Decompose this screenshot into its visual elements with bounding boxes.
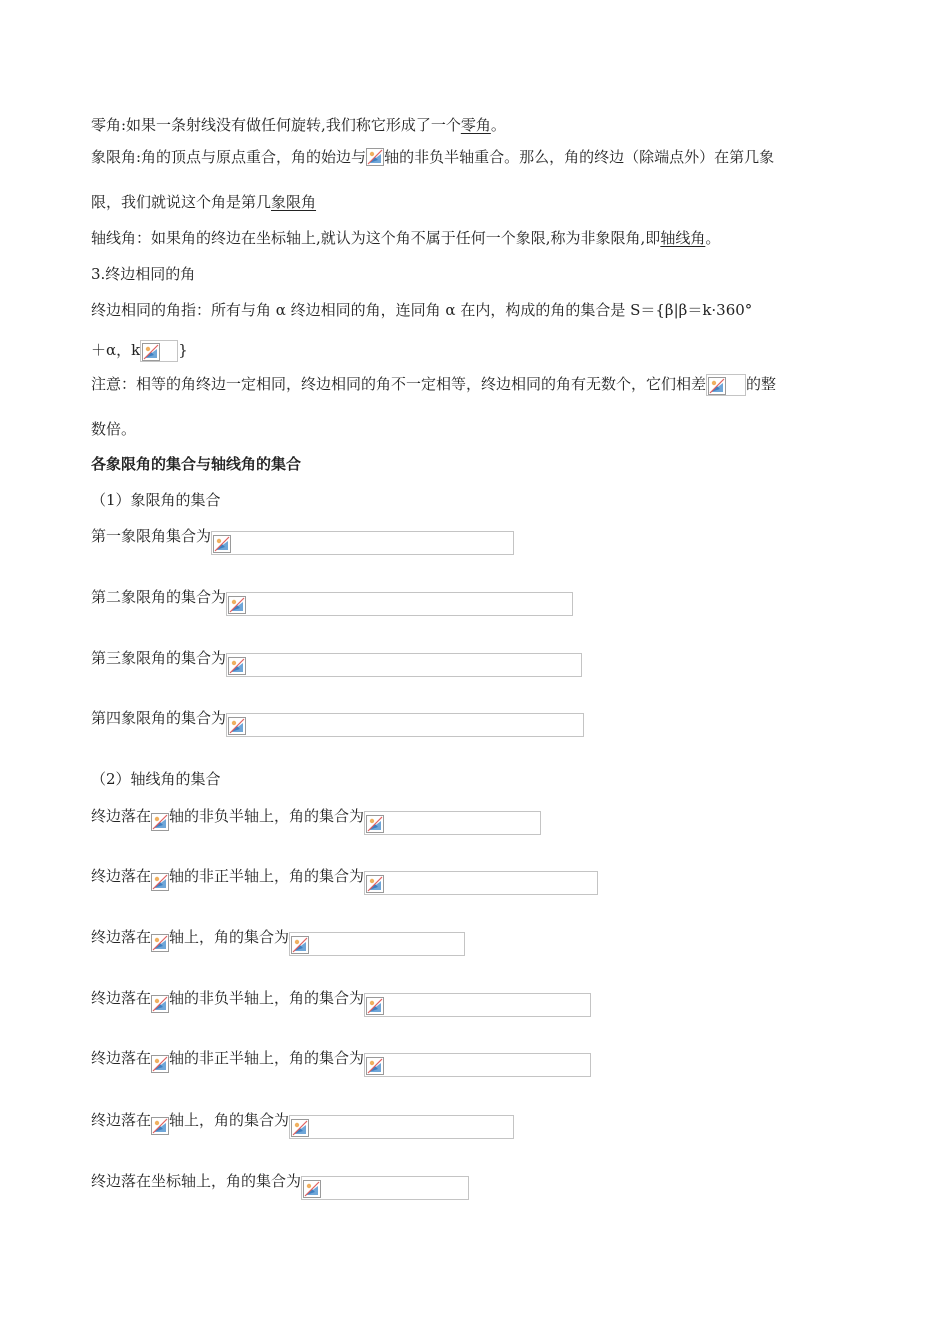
axis-angle-term: 轴线角 <box>660 229 706 247</box>
note-line-1 <box>91 374 776 396</box>
zero-angle-definition <box>91 115 506 135</box>
zero-angle-suffix: 。 <box>490 116 506 134</box>
axis-set-6 <box>91 1110 514 1139</box>
axis-set-prefix: 终边落在 <box>91 807 152 825</box>
axis-set-2 <box>91 866 598 895</box>
quadrant-2-label: 第二象限角的集合为 <box>91 588 227 606</box>
quadrant-1-label: 第一象限角集合为 <box>91 527 212 545</box>
formula-image <box>364 1053 591 1077</box>
quadrant-angle-text-2: 轴的非负半轴重合。那么，角的终边（除端点外）在第几象 <box>384 148 775 166</box>
broken-image-icon <box>151 932 169 954</box>
quadrant-sets-subheading: （1）象限角的集合 <box>91 491 221 509</box>
broken-image-icon <box>366 146 384 168</box>
axis-sets-subheading: （2）轴线角的集合 <box>91 770 221 788</box>
section-3-heading: 3.终边相同的角 <box>91 265 196 283</box>
quadrant-angle-term: 象限角 <box>271 193 317 211</box>
quadrant-angle-line2 <box>91 192 316 212</box>
quadrant-4-set <box>91 708 584 737</box>
quadrant-angle-text: 象限角:角的顶点与原点重合，角的始边与 <box>91 148 367 166</box>
broken-image-icon <box>151 993 169 1015</box>
formula-image <box>226 713 584 737</box>
quadrant-angle-line2-text: 限，我们就说这个角是第几 <box>91 193 272 211</box>
axis-set-3 <box>91 927 465 956</box>
zero-angle-text: 零角:如果一条射线没有做任何旋转,我们称它形成了一个 <box>91 116 461 134</box>
note-line-2: 数倍。 <box>91 420 137 438</box>
formula-image <box>289 932 465 956</box>
formula-image <box>211 531 514 555</box>
formula-image <box>364 811 541 835</box>
coord-axis-set <box>91 1171 469 1200</box>
axis-set-1 <box>91 806 541 835</box>
note-suffix: 的整 <box>746 375 777 393</box>
axis-set-5 <box>91 1048 591 1077</box>
quadrant-3-label: 第三象限角的集合为 <box>91 649 227 667</box>
axis-set-4 <box>91 988 591 1017</box>
formula-image <box>706 374 746 396</box>
formula-image <box>301 1176 469 1200</box>
coord-axis-label: 终边落在坐标轴上，角的集合为 <box>91 1172 302 1190</box>
axis-angle-definition <box>91 228 720 248</box>
axis-set-prefix: 终边落在 <box>91 928 152 946</box>
axis-set-prefix: 终边落在 <box>91 1049 152 1067</box>
formula-image <box>140 340 178 362</box>
broken-image-icon <box>151 1115 169 1137</box>
formula-image <box>226 653 582 677</box>
axis-set-prefix: 终边落在 <box>91 1111 152 1129</box>
quadrant-1-set <box>91 526 514 555</box>
axis-set-prefix: 终边落在 <box>91 989 152 1007</box>
axis-set-suffix: 轴的非正半轴上，角的集合为 <box>169 867 365 885</box>
quadrant-4-label: 第四象限角的集合为 <box>91 709 227 727</box>
axis-angle-text: 轴线角：如果角的终边在坐标轴上,就认为这个角不属于任何一个象限,称为非象限角,即 <box>91 229 661 247</box>
note-text: 注意：相等的角终边一定相同，终边相同的角不一定相等，终边相同的角有无数个，它们相差 <box>91 375 707 393</box>
coterminal-line2-text: ＋α，k <box>91 341 141 359</box>
broken-image-icon <box>151 1053 169 1075</box>
quadrant-2-set <box>91 587 573 616</box>
sets-heading: 各象限角的集合与轴线角的集合 <box>91 455 302 473</box>
quadrant-3-set <box>91 648 582 677</box>
axis-set-suffix: 轴上，角的集合为 <box>169 928 290 946</box>
quadrant-angle-definition <box>91 146 774 168</box>
formula-image <box>364 871 598 895</box>
formula-image <box>226 592 573 616</box>
broken-image-icon <box>151 871 169 893</box>
zero-angle-term: 零角 <box>460 116 491 134</box>
formula-image <box>364 993 591 1017</box>
coterminal-line2-suffix: } <box>178 341 188 359</box>
axis-set-suffix: 轴的非正半轴上，角的集合为 <box>169 1049 365 1067</box>
broken-image-icon <box>151 811 169 833</box>
axis-set-suffix: 轴的非负半轴上，角的集合为 <box>169 807 365 825</box>
formula-image <box>289 1115 514 1139</box>
axis-set-suffix: 轴的非负半轴上，角的集合为 <box>169 989 365 1007</box>
axis-set-prefix: 终边落在 <box>91 867 152 885</box>
coterminal-definition: 终边相同的角指：所有与角 α 终边相同的角，连同角 α 在内，构成的角的集合是 S＝{β|β＝k·360° <box>91 301 753 319</box>
axis-angle-suffix: 。 <box>705 229 721 247</box>
axis-set-suffix: 轴上，角的集合为 <box>169 1111 290 1129</box>
coterminal-definition-line2 <box>91 340 188 362</box>
